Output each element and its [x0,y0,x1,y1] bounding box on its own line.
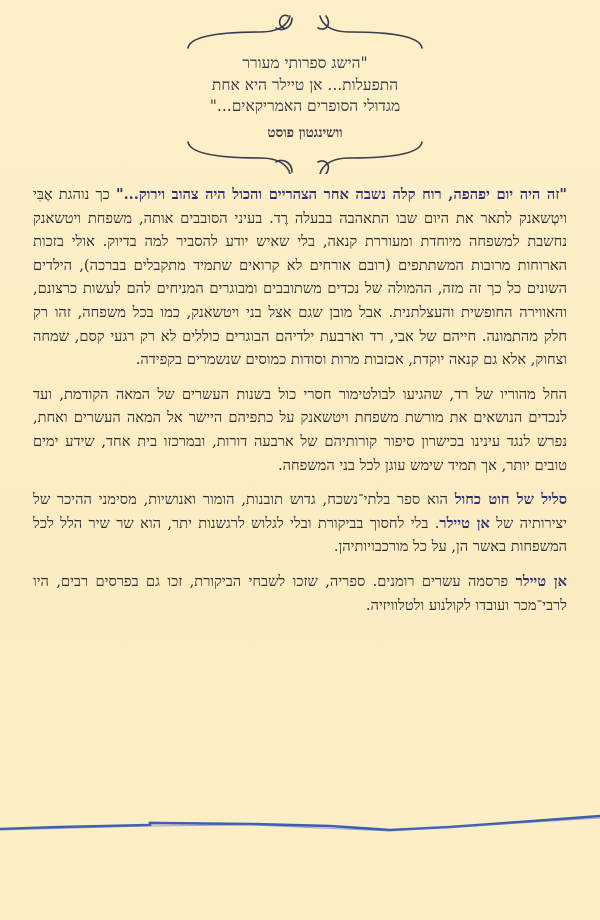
paragraph-text: . בלי לחסוך בביקורת ובלי לגלוש לרגשנות יתר, הוא שר שיר הלל לכל המשפחות באשר הן, על כל מורכבויותיהן. [33,514,567,556]
review-quote-box [180,14,430,164]
quote-source: וושינגטון פוסט [267,124,343,141]
opening-quote: "זה היה יום יפהפה, רוח קלה נשבה אחר הצהריים והכול היה צהוב וירוק..." [115,186,567,203]
blurb-paragraph-2 [33,383,567,477]
paragraph-text: פרסמה עשרים רומנים. ספריה, שזכו לשבחי הביקורת, זכו גם בפרסים רבים, היו לרבי־מכר ועובדו לקולנוע ולטלוויזיה. [33,572,567,614]
quote-line: מגדולי הסופרים האמריקאים..." [209,97,401,115]
blurb-text [33,183,567,628]
paragraph-text: הוא ספר בלתי־נשכח, גדוש תובנות, הומור ואנושיות, מסימני ההיכר של יצירותיה של [33,491,567,532]
review-quote [180,53,430,144]
book-title: סליל של חוט כחול [454,491,567,509]
blurb-paragraph-3 [33,488,567,559]
quote-line: התפעלות... אן טיילר היא אחת [211,75,399,94]
torn-edge-line-icon [0,812,600,842]
quote-line: "הישג ספרותי מעורר [242,54,368,72]
author-name: אן טיילר [515,572,567,590]
paragraph-text: כך נוהגת אֶבִּי ויטְשאנק לתאר את היום שבו התאהבה בבעלה רֶד. בעיני הסובבים אותה, משפחת ויטשאנק נחשבת למשפחה מיוחדת ומעוררת קנאה, בלי שאיש יודע להסביר למה בדיוק. אולי בזכות הארוחות מרובות המשתתפים (רובם אורחים לא קרואים שתמיד מתקבלים בברכה), הילדים השונים כל כך זה מזה, ההמולה של נכדים משתובבים ומבוגרים המניחים להם לעשות כרצונם, והאווירה החופשית והעצלתנית. אבל מובן שגם אצל בני ויטשאנק, כמו בכל משפחה, זהו רק חלק מהתמונה. חייהם של אבי, רד וארבעת ילדיהם הבוגרים כוללים לא רק רגעי קסם, שמחה וצחוק, אלא גם קנאה יוקדת, אכזבות מרות וסודות כמוסים שנשמרים בקפידה. [33,186,567,369]
blurb-paragraph-1 [33,183,567,372]
paragraph-text: החל מהוריו של רד, שהגיעו לבולטימור חסרי כול בשנות העשרים של המאה הקודמת, ועד לנכדים הנושאים את מורשת משפחת ויטשאנק על כתפיהם היישר אל המאה העשרים ואחת, נפרש לנגד עינינו בכישרון סיפור קורותיהם של ארבעה דורות, ובמרכזו בית אחד, שידע ימים טובים יותר, אך תמיד שימש עוגן לכל בני המשפחה. [33,385,567,474]
author-name: אן טיילר [439,514,490,532]
author-bio [33,570,567,617]
